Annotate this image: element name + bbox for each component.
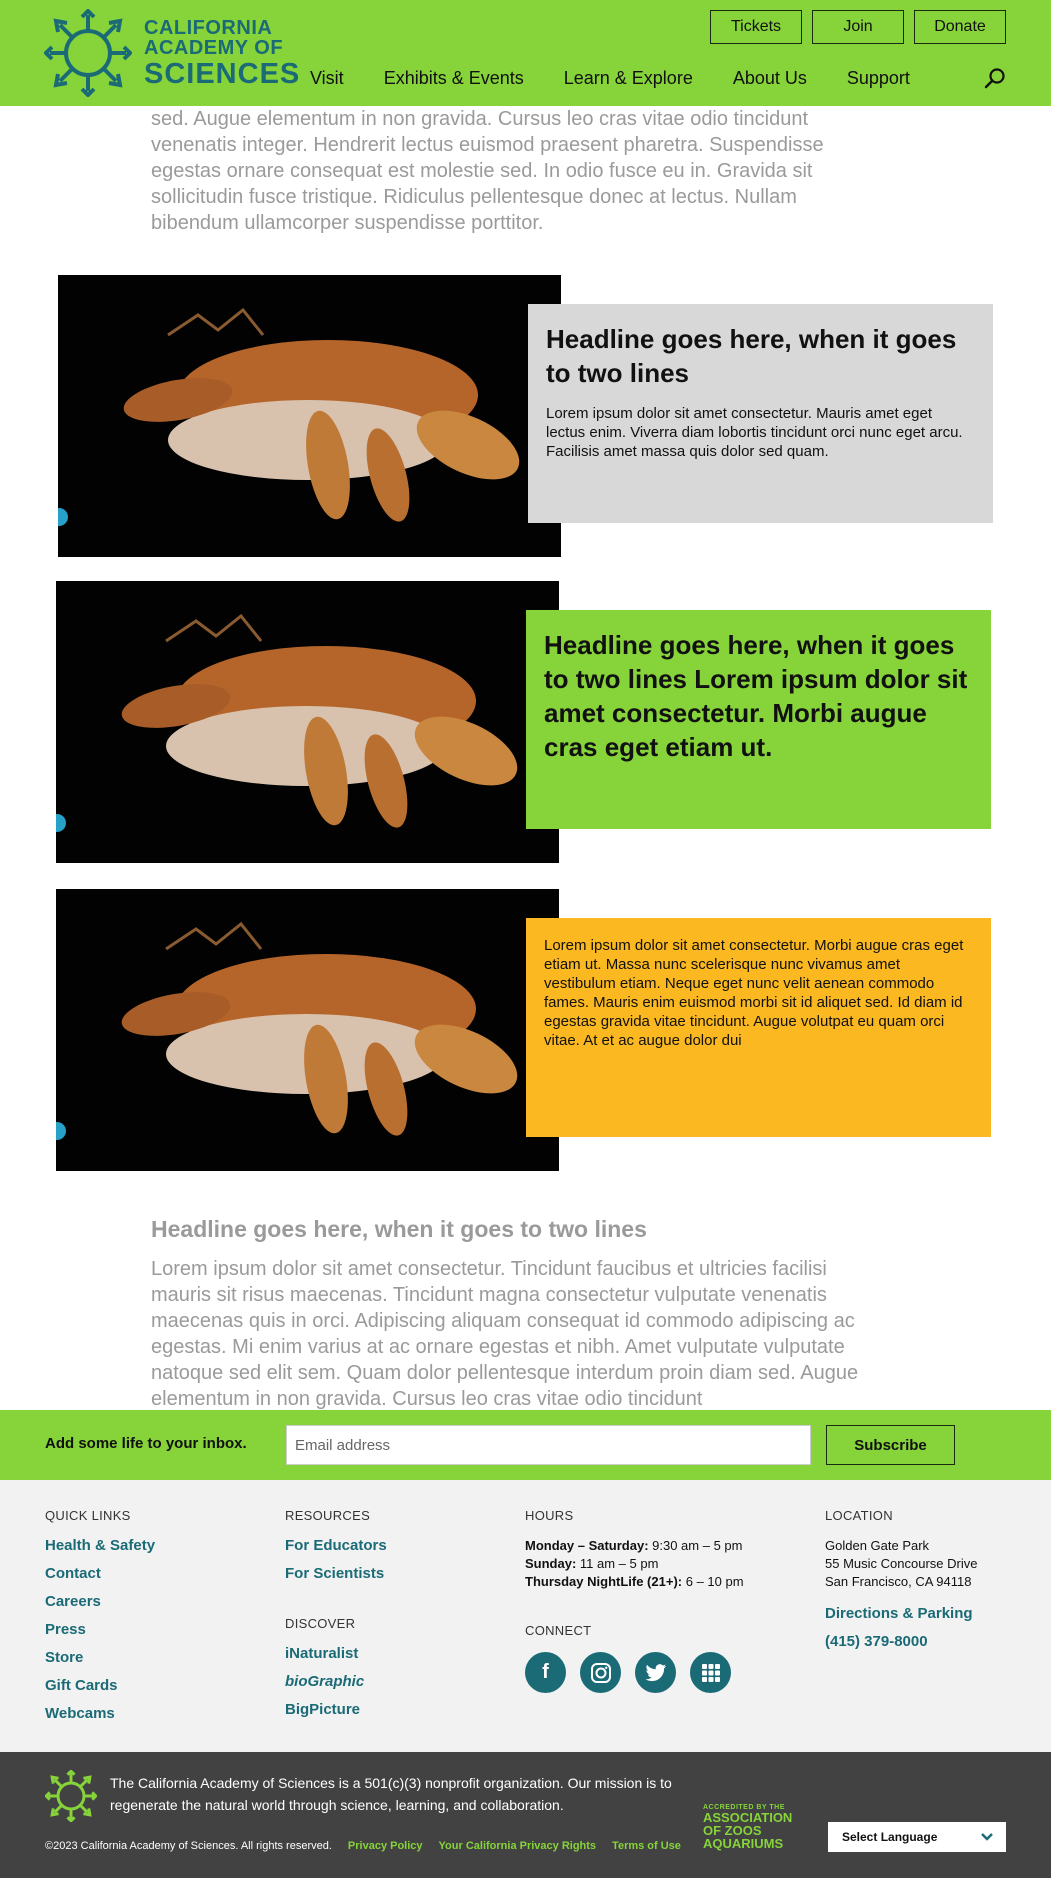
discover-heading: DISCOVER <box>285 1616 356 1631</box>
aza-line-3: OF ZOOS <box>703 1823 762 1838</box>
nav-item-exhibits-events[interactable]: Exhibits & Events <box>383 68 524 88</box>
card-3-image <box>56 889 559 1171</box>
footer-quick-links <box>45 1508 155 1733</box>
main-nav <box>310 68 950 89</box>
footer-hours <box>525 1508 744 1693</box>
card-1-image <box>58 275 561 557</box>
chevron-down-icon <box>980 1830 994 1844</box>
footer-link-gift-cards[interactable]: Gift Cards <box>45 1677 118 1694</box>
donate-button[interactable]: Donate <box>914 10 1006 44</box>
directions-parking-link[interactable]: Directions & Parking <box>825 1605 973 1622</box>
search-icon[interactable] <box>983 66 1007 90</box>
newsletter-bar <box>0 1410 1051 1480</box>
location-line: San Francisco, CA 94118 <box>825 1574 972 1589</box>
mission-statement: The California Academy of Sciences is a 501(c)(3) nonprofit organization. Our mission is to regenerate the natural world through science, learning, and collaboration. <box>110 1775 672 1813</box>
hours-label: Thursday NightLife (21+): <box>525 1574 683 1589</box>
footer <box>0 1480 1051 1752</box>
hours-value: 11 am – 5 pm <box>576 1556 659 1571</box>
instagram-icon[interactable] <box>580 1652 621 1693</box>
aza-line-1: ACCREDITED BY THE <box>703 1804 785 1811</box>
subscribe-button[interactable]: Subscribe <box>826 1425 955 1465</box>
nav-item-learn-explore[interactable]: Learn & Explore <box>563 68 693 88</box>
card-2-image <box>56 581 559 863</box>
card-3-body: Lorem ipsum dolor sit amet consectetur. Morbi augue cras eget etiam ut. Massa nunc scelerisque nunc vivamus amet vestibulum etiam. Neque eget nunc velit aenean commodo fames. Mauris enim euismod morbi sit id aliquet sed. Id diam id egestas gravida vitae tincidunt. Augue volutpat eu quam orci vitae. At et ac augue dolor dui <box>544 937 964 1049</box>
join-button[interactable]: Join <box>812 10 904 44</box>
logo-line-2: ACADEMY OF <box>144 36 284 59</box>
footer-link-contact[interactable]: Contact <box>45 1565 101 1582</box>
logo-wordmark <box>144 18 300 89</box>
hours-line <box>525 1537 744 1555</box>
aza-line-2: ASSOCIATION <box>703 1810 793 1825</box>
apps-grid-icon[interactable] <box>690 1652 731 1693</box>
nav-item-support[interactable]: Support <box>846 68 910 88</box>
intro-paragraph: sed. Augue elementum in non gravida. Cursus leo cras vitae odio tincidunt venenatis integer. Hendrerit lectus euismod praesent pharetra. Suspendisse egestas ornare consequat est molestie sed. In odio fusce eu in. Gravida sit sollicitudin fusce tristique. Ridiculus pellentesque donec at lectus. Nullam bibendum ullamcorper suspendisse porttitor. <box>151 108 824 234</box>
logo-line-3: SCIENCES <box>144 57 301 90</box>
nav-item-about-us[interactable]: About Us <box>732 68 807 88</box>
hours-value: 9:30 am – 5 pm <box>648 1538 743 1553</box>
california-privacy-rights-link[interactable]: Your California Privacy Rights <box>438 1840 597 1852</box>
footer-link-bigpicture[interactable]: BigPicture <box>285 1701 361 1718</box>
footer-link-for-educators[interactable]: For Educators <box>285 1537 387 1554</box>
language-select[interactable] <box>828 1822 1006 1852</box>
lower-paragraph: Lorem ipsum dolor sit amet consectetur. Tincidunt faucibus et ultricies facilisi mauris sit risus maecenas. Tincidunt magna consectetur vulputate venenatis maecenas quis in orci. Adipiscing aliquam consequat id commodo adipiscing ac egestas. Mi enim varius at ac ornare egestas et nibh. Amet vulputate vulputate natoque sed elit sem. Quam dolor pellentesque interdum proin diam sed. Augue elementum in non gravida. Cursus leo cras vitae odio tincidunt <box>151 1258 859 1410</box>
crab-image-icon <box>56 581 559 863</box>
footer-link-careers[interactable]: Careers <box>45 1593 101 1610</box>
site-header <box>0 0 1051 106</box>
hours-value: 6 – 10 pm <box>682 1574 744 1589</box>
card-1-headline: Headline goes here, when it goes to two lines <box>546 324 957 388</box>
footer-link-press[interactable]: Press <box>45 1621 86 1638</box>
card-1-textbox <box>528 304 993 523</box>
card-2-textbox <box>526 610 991 829</box>
hours-label: Monday – Saturday: <box>525 1538 649 1553</box>
lower-headline: Headline goes here, when it goes to two lines <box>151 1216 647 1242</box>
nav-item-visit[interactable]: Visit <box>310 68 344 88</box>
newsletter-label: Add some life to your inbox. <box>45 1435 247 1452</box>
aza-accreditation-logo <box>703 1804 813 1850</box>
academy-logo[interactable] <box>44 9 300 97</box>
terms-of-use-link[interactable]: Terms of Use <box>612 1840 681 1852</box>
footer-bottom-bar <box>0 1752 1051 1878</box>
hours-line <box>525 1573 744 1591</box>
footer-link-webcams[interactable]: Webcams <box>45 1705 115 1722</box>
crab-image-icon <box>56 889 559 1171</box>
resources-heading: RESOURCES <box>285 1508 371 1523</box>
footer-link-inaturalist[interactable]: iNaturalist <box>285 1645 359 1662</box>
starburst-logo-icon <box>45 1770 97 1822</box>
footer-location <box>825 1508 977 1661</box>
phone-link[interactable]: (415) 379-8000 <box>825 1633 928 1650</box>
crab-image-icon <box>58 275 561 557</box>
privacy-policy-link[interactable]: Privacy Policy <box>347 1840 423 1852</box>
location-heading: LOCATION <box>825 1508 893 1523</box>
quick-links-heading: QUICK LINKS <box>45 1508 131 1523</box>
facebook-icon[interactable]: f <box>525 1652 566 1693</box>
card-3-textbox <box>526 918 991 1137</box>
copyright-row <box>45 1840 681 1852</box>
social-icons <box>525 1652 744 1693</box>
language-select-label: Select Language <box>842 1830 938 1844</box>
location-line: 55 Music Concourse Drive <box>825 1556 978 1571</box>
hours-heading: HOURS <box>525 1508 574 1523</box>
hours-line <box>525 1555 744 1573</box>
starburst-logo-icon <box>44 9 132 97</box>
footer-link-store[interactable]: Store <box>45 1649 84 1666</box>
email-field[interactable]: Email address <box>286 1425 811 1465</box>
tickets-button[interactable]: Tickets <box>710 10 802 44</box>
header-action-buttons <box>710 10 1006 44</box>
location-line: Golden Gate Park <box>825 1538 930 1553</box>
lower-text-clip <box>151 1256 871 1410</box>
intro-text-clip <box>151 106 871 236</box>
copyright-text: ©2023 California Academy of Sciences. All rights reserved. <box>45 1840 332 1852</box>
card-1-body: Lorem ipsum dolor sit amet consectetur. Mauris amet eget lectus enim. Viverra diam lobortis tincidunt orci nunc eget arcu. Facilisis amet massa quis dolor sed quam. <box>546 405 963 460</box>
twitter-icon[interactable] <box>635 1652 676 1693</box>
footer-resources <box>285 1508 387 1729</box>
hours-label: Sunday: <box>525 1556 577 1571</box>
logo-line-1: CALIFORNIA <box>144 16 273 39</box>
footer-link-health-safety[interactable]: Health & Safety <box>45 1537 156 1554</box>
connect-heading: CONNECT <box>525 1623 592 1638</box>
footer-link-biographic[interactable]: bioGraphic <box>285 1673 365 1690</box>
footer-link-for-scientists[interactable]: For Scientists <box>285 1565 385 1582</box>
aza-line-4: AQUARIUMS <box>703 1836 784 1851</box>
card-2-headline: Headline goes here, when it goes to two lines Lorem ipsum dolor sit amet consectetur. Morbi augue cras eget etiam ut. <box>544 630 968 762</box>
